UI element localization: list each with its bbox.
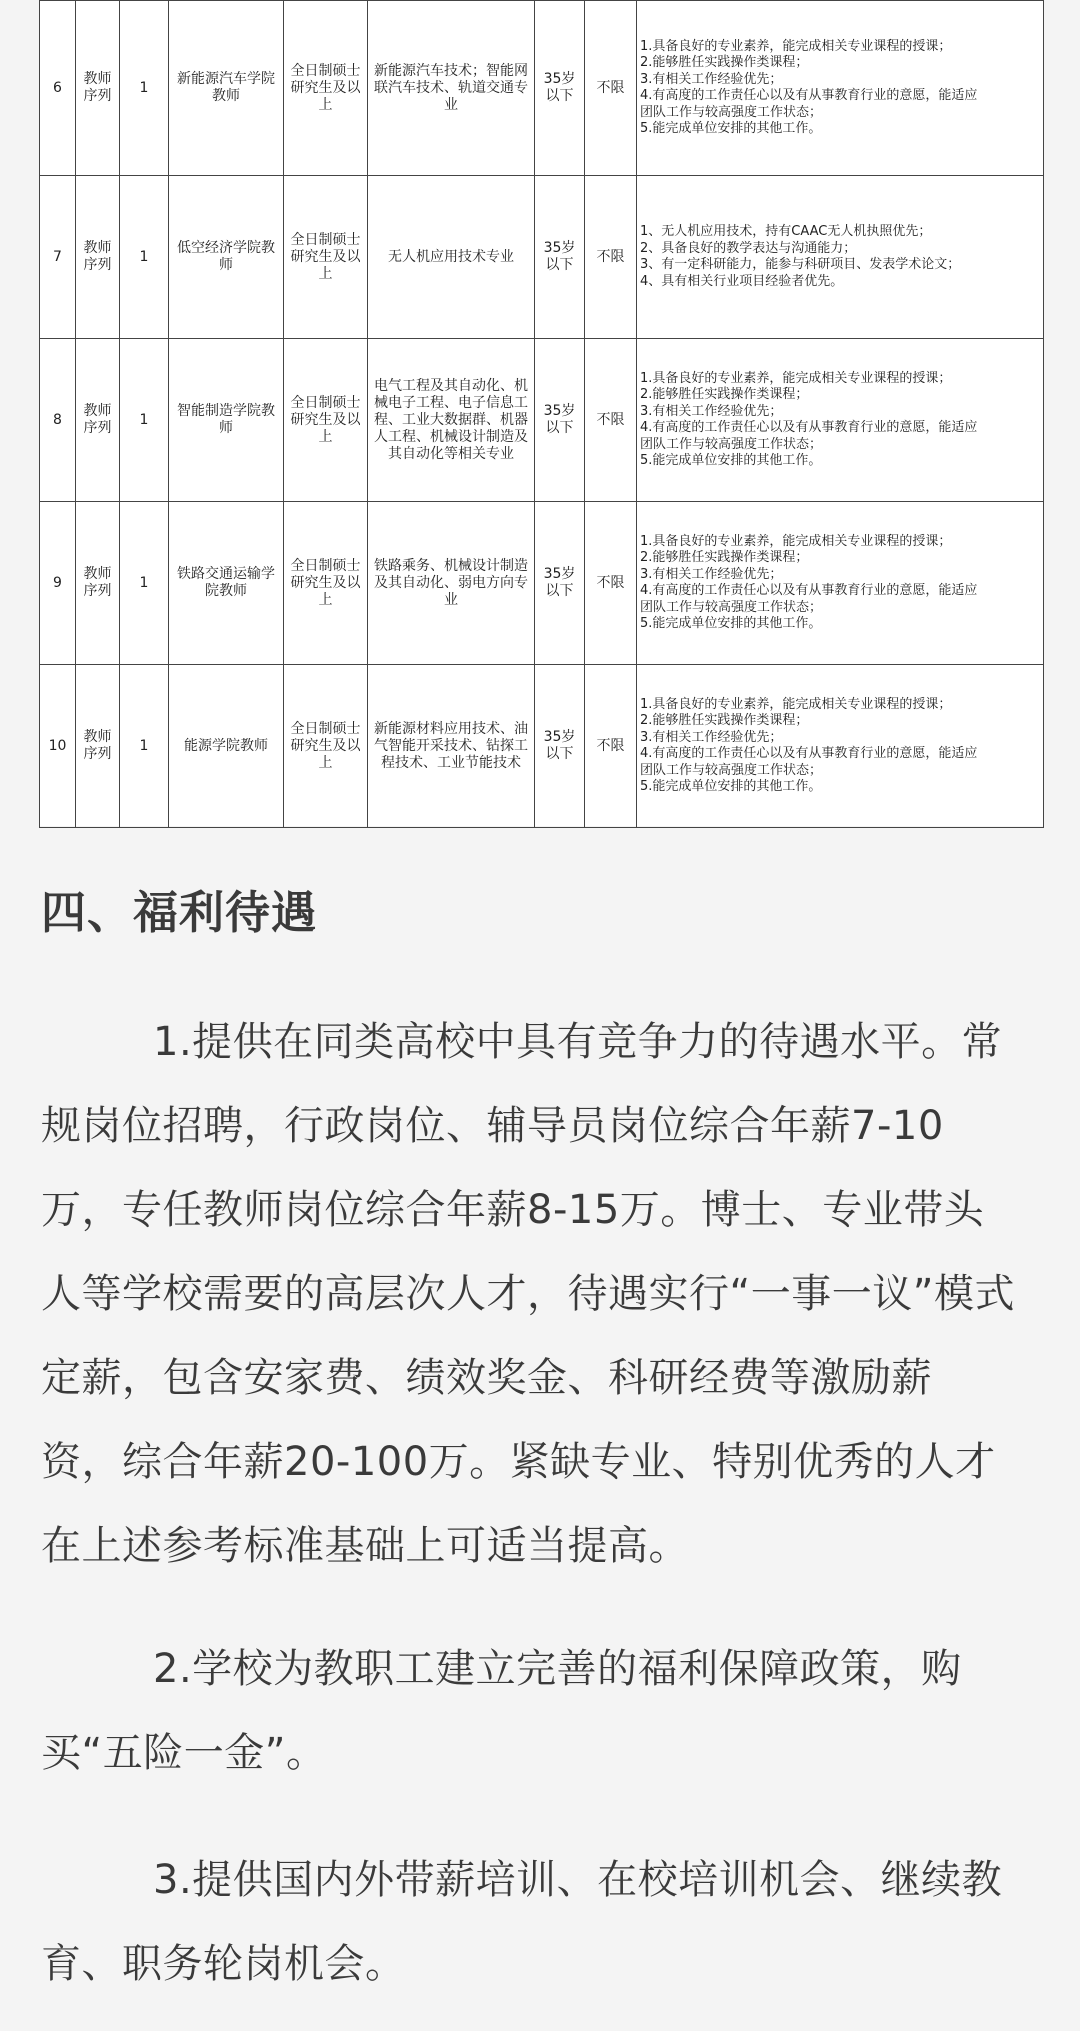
job-table — [39, 0, 1044, 828]
job-sequence-cell: 教师序列 — [76, 502, 120, 665]
benefit-paragraph-3 — [41, 1838, 1041, 2006]
hire-count-cell: 1 — [120, 665, 169, 828]
hire-count-cell: 1 — [120, 1, 169, 176]
hire-count-cell: 1 — [120, 176, 169, 339]
requirement-line: 1.具备良好的专业素养，能完成相关专业课程的授课； — [640, 533, 952, 549]
paragraph-line: 买“五险一金”。 — [41, 1730, 327, 1776]
requirement-line: 团队工作与较高强度工作状态； — [640, 104, 823, 120]
row-number-cell: 10 — [40, 665, 76, 828]
age-requirement-cell: 35岁以下 — [535, 339, 585, 502]
requirement-line: 1.具备良好的专业素养，能完成相关专业课程的授课； — [640, 38, 952, 54]
job-sequence-cell: 教师序列 — [76, 665, 120, 828]
job-position-cell: 新能源汽车学院教师 — [169, 1, 284, 176]
paragraph-line: 1.提供在同类高校中具有竞争力的待遇水平。常 — [153, 1019, 1003, 1065]
job-sequence-cell: 教师序列 — [76, 176, 120, 339]
paragraph-line: 定薪，包含安家费、绩效奖金、科研经费等激励薪 — [41, 1355, 932, 1401]
paragraph-line: 资，综合年薪20-100万。紧缺专业、特别优秀的人才 — [41, 1439, 996, 1485]
age-requirement-cell: 35岁以下 — [535, 1, 585, 176]
requirement-line: 团队工作与较高强度工作状态； — [640, 436, 823, 452]
table-row — [40, 665, 1044, 828]
job-requirements-cell — [637, 339, 1044, 502]
age-requirement-cell: 35岁以下 — [535, 502, 585, 665]
education-requirement-cell: 全日制硕士研究生及以上 — [284, 665, 368, 828]
table-row — [40, 339, 1044, 502]
row-number-cell: 6 — [40, 1, 76, 176]
requirement-line: 团队工作与较高强度工作状态； — [640, 599, 823, 615]
requirement-line: 2.能够胜任实践操作类课程； — [640, 387, 809, 402]
requirement-line: 1、无人机应用技术，持有CAAC无人机执照优先； — [640, 224, 932, 239]
requirement-line: 3.有相关工作经验优先； — [640, 566, 783, 582]
major-requirement-cell: 铁路乘务、机械设计制造及其自动化、弱电方向专业 — [368, 502, 535, 665]
job-sequence-cell: 教师序列 — [76, 339, 120, 502]
major-requirement-cell: 无人机应用技术专业 — [368, 176, 535, 339]
requirement-line: 3.有相关工作经验优先； — [640, 403, 783, 419]
other-limit-cell: 不限 — [585, 339, 637, 502]
paragraph-line: 3.提供国内外带薪培训、在校培训机会、继续教 — [153, 1857, 1003, 1903]
job-requirements-cell — [637, 665, 1044, 828]
job-position-cell: 智能制造学院教师 — [169, 339, 284, 502]
requirement-line: 4.有高度的工作责任心以及有从事教育行业的意愿，能适应 — [640, 746, 978, 761]
paragraph-line: 万，专任教师岗位综合年薪8-15万。博士、专业带头 — [41, 1187, 985, 1233]
job-table-container — [39, 0, 1043, 826]
hire-count-cell: 1 — [120, 502, 169, 665]
requirement-line: 5.能完成单位安排的其他工作。 — [640, 616, 822, 631]
job-requirements-cell — [637, 176, 1044, 339]
other-limit-cell: 不限 — [585, 502, 637, 665]
requirement-line: 4.有高度的工作责任心以及有从事教育行业的意愿，能适应 — [640, 88, 978, 103]
major-requirement-cell: 新能源汽车技术；智能网联汽车技术、轨道交通专业 — [368, 1, 535, 176]
other-limit-cell: 不限 — [585, 665, 637, 828]
other-limit-cell: 不限 — [585, 1, 637, 176]
requirement-line: 2.能够胜任实践操作类课程； — [640, 55, 809, 70]
job-table-body — [40, 1, 1044, 828]
table-row — [40, 502, 1044, 665]
education-requirement-cell: 全日制硕士研究生及以上 — [284, 339, 368, 502]
job-requirements-cell — [637, 502, 1044, 665]
table-row — [40, 176, 1044, 339]
requirement-line: 2.能够胜任实践操作类课程； — [640, 550, 809, 565]
paragraph-line: 育、职务轮岗机会。 — [41, 1941, 406, 1987]
age-requirement-cell: 35岁以下 — [535, 665, 585, 828]
row-number-cell: 8 — [40, 339, 76, 502]
age-requirement-cell: 35岁以下 — [535, 176, 585, 339]
paragraph-line: 规岗位招聘，行政岗位、辅导员岗位综合年薪7-10 — [41, 1103, 944, 1149]
table-row — [40, 1, 1044, 176]
requirement-line: 4、具有相关行业项目经验者优先。 — [640, 273, 844, 289]
paragraph-line: 在上述参考标准基础上可适当提高。 — [41, 1523, 689, 1569]
job-requirements-cell — [637, 1, 1044, 176]
requirement-line: 2、具备良好的教学表达与沟通能力； — [640, 240, 857, 256]
row-number-cell: 7 — [40, 176, 76, 339]
paragraph-line: 人等学校需要的高层次人才，待遇实行“一事一议”模式 — [41, 1271, 1015, 1317]
row-number-cell: 9 — [40, 502, 76, 665]
requirement-line: 4.有高度的工作责任心以及有从事教育行业的意愿，能适应 — [640, 583, 978, 598]
requirement-line: 5.能完成单位安排的其他工作。 — [640, 121, 822, 136]
job-position-cell: 低空经济学院教师 — [169, 176, 284, 339]
requirement-line: 3.有相关工作经验优先； — [640, 71, 783, 87]
requirement-line: 2.能够胜任实践操作类课程； — [640, 713, 809, 728]
section-heading: 四、福利待遇 — [41, 886, 318, 939]
requirement-line: 5.能完成单位安排的其他工作。 — [640, 453, 822, 468]
benefit-paragraph-2 — [41, 1627, 1041, 1795]
education-requirement-cell: 全日制硕士研究生及以上 — [284, 176, 368, 339]
major-requirement-cell: 电气工程及其自动化、机械电子工程、电子信息工程、工业大数据群、机器人工程、机械设计制造及其自动化等相关专业 — [368, 339, 535, 502]
requirement-line: 4.有高度的工作责任心以及有从事教育行业的意愿，能适应 — [640, 420, 978, 435]
paragraph-line: 2.学校为教职工建立完善的福利保障政策，购 — [153, 1646, 962, 1692]
major-requirement-cell: 新能源材料应用技术、油气智能开采技术、钻探工程技术、工业节能技术 — [368, 665, 535, 828]
hire-count-cell: 1 — [120, 339, 169, 502]
job-position-cell: 铁路交通运输学院教师 — [169, 502, 284, 665]
benefit-paragraph-1 — [41, 1000, 1041, 1588]
requirement-line: 团队工作与较高强度工作状态； — [640, 762, 823, 778]
requirement-line: 3.有相关工作经验优先； — [640, 729, 783, 745]
requirement-line: 3、有一定科研能力，能参与科研项目、发表学术论文； — [640, 257, 961, 272]
requirement-line: 5.能完成单位安排的其他工作。 — [640, 779, 822, 794]
other-limit-cell: 不限 — [585, 176, 637, 339]
education-requirement-cell: 全日制硕士研究生及以上 — [284, 1, 368, 176]
job-position-cell: 能源学院教师 — [169, 665, 284, 828]
education-requirement-cell: 全日制硕士研究生及以上 — [284, 502, 368, 665]
job-sequence-cell: 教师序列 — [76, 1, 120, 176]
requirement-line: 1.具备良好的专业素养，能完成相关专业课程的授课； — [640, 696, 952, 712]
requirement-line: 1.具备良好的专业素养，能完成相关专业课程的授课； — [640, 370, 952, 386]
